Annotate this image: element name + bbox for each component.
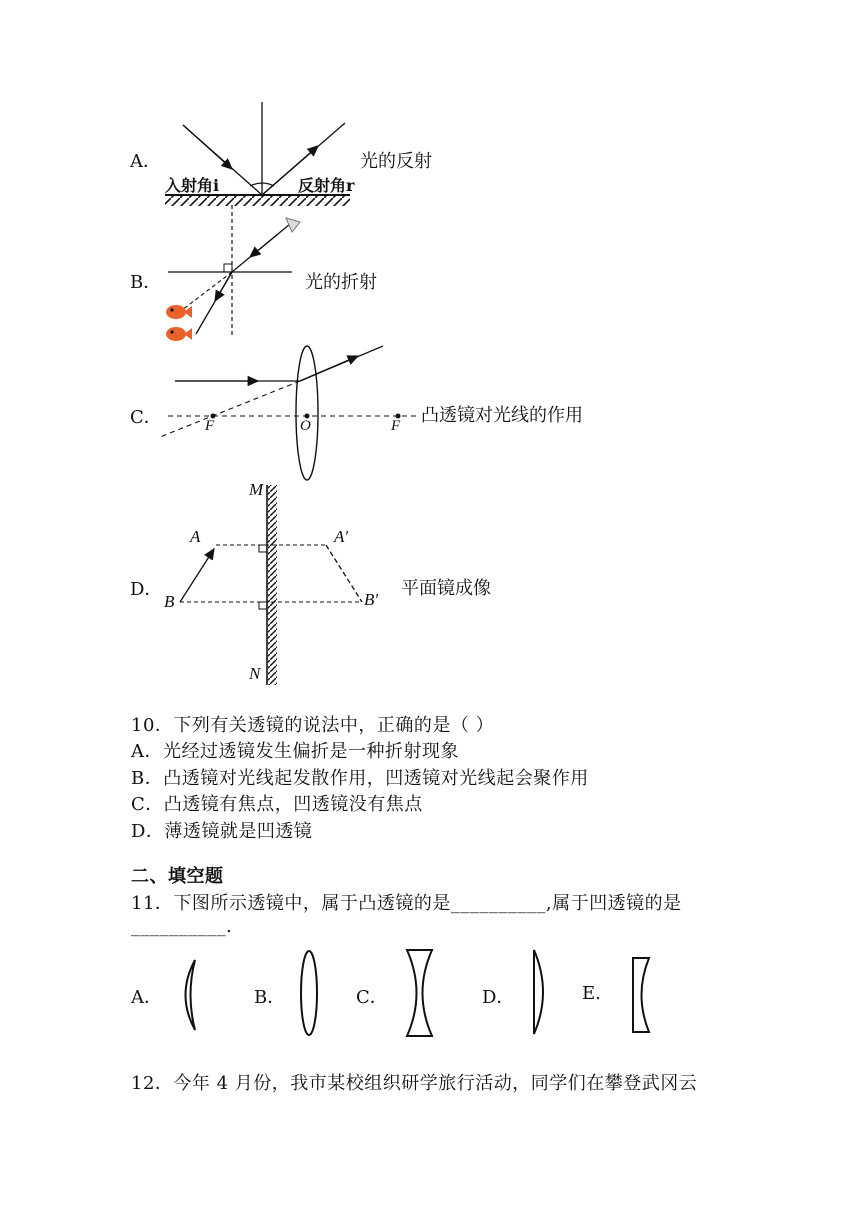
point-a-label: A [190, 527, 201, 546]
q11-line1: 11．下图所示透镜中，属于凸透镜的是__________,属于凹透镜的是 [131, 893, 682, 914]
caption-convex-lens: 凸透镜对光线的作用 [421, 405, 583, 426]
convex-lens-diagram [160, 346, 418, 480]
refraction-diagram [166, 205, 300, 341]
point-b-label: B [164, 592, 175, 611]
option-d-letter: D． [130, 579, 163, 600]
caption-plane-mirror: 平面镜成像 [401, 578, 491, 599]
q10-stem: 10．下列有关透镜的说法中，正确的是（ ） [131, 715, 495, 736]
section-title: 二、填空题 [131, 866, 224, 887]
focus-right-label: F [391, 418, 401, 434]
point-b-prime-label: B′ [364, 590, 379, 609]
mirror-m-label: M [249, 480, 264, 499]
q12-line1: 12．今年 4 月份，我市某校组织研学旅行活动，同学们在攀登武冈云 [131, 1073, 698, 1094]
reflected-angle-label: 反射角r [298, 176, 355, 195]
incident-angle-label: 入射角i [165, 176, 220, 195]
q10-option-a: A．光经过透镜发生偏折是一种折射现象 [131, 741, 459, 762]
plane-mirror-diagram [180, 485, 362, 685]
focus-left-label: F [205, 418, 215, 434]
lens-e-label: E. [582, 983, 601, 1004]
q10-option-d: D．薄透镜就是凹透镜 [131, 821, 313, 842]
option-a-letter: A． [130, 151, 161, 172]
q10-option-b: B．凸透镜对光线起发散作用，凹透镜对光线起会聚作用 [131, 768, 589, 789]
lens-c-label: C． [356, 987, 388, 1008]
q10-option-c: C．凸透镜有焦点，凹透镜没有焦点 [131, 794, 423, 815]
caption-refraction: 光的折射 [305, 272, 377, 293]
q11-line2: __________. [131, 916, 233, 937]
option-c-letter: C． [130, 407, 162, 428]
point-a-prime-label: A′ [334, 527, 349, 546]
lens-d-label: D． [482, 987, 515, 1008]
mirror-n-label: N [249, 664, 261, 683]
option-b-letter: B． [130, 272, 162, 293]
optical-center-label: O [300, 418, 311, 434]
caption-reflection: 光的反射 [360, 151, 432, 172]
lens-b-label: B． [254, 987, 286, 1008]
lens-a-label: A． [131, 987, 162, 1008]
